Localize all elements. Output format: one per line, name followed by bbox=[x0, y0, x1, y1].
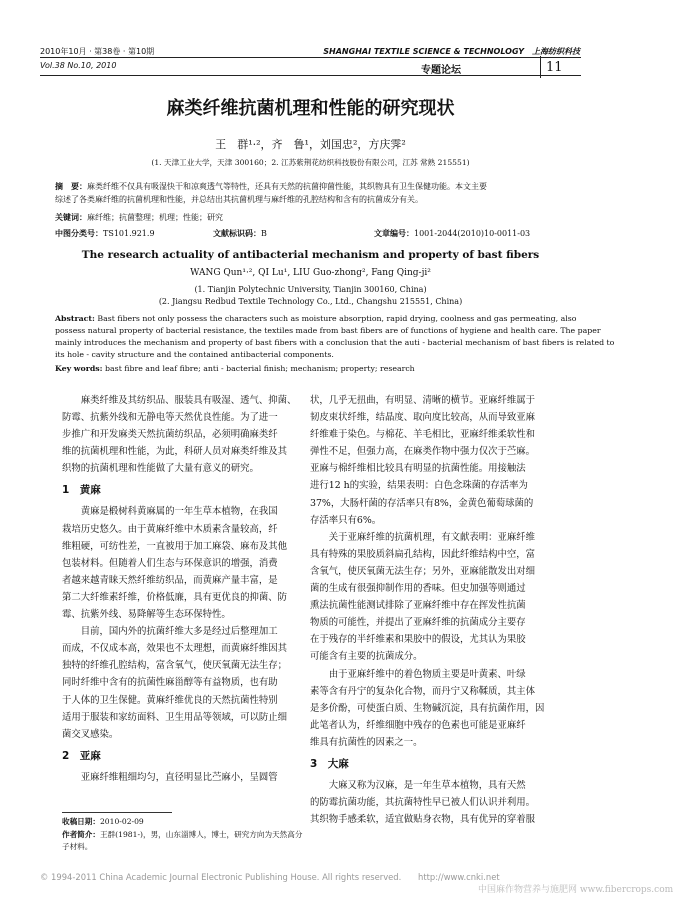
text-line: 于人体的卫生保健。黄麻纤维优良的天然抗菌性特别 bbox=[62, 694, 278, 706]
text-line: 此笔者认为，纤维细胞中残存的色素也可能是亚麻纤 bbox=[310, 719, 526, 731]
flax-paragraph-3 bbox=[310, 666, 560, 751]
keywords-en bbox=[55, 363, 415, 375]
text-line: 防霉、抗紫外线和无静电等天然优良性能。为了进一 bbox=[62, 412, 278, 424]
clc-label: 中图分类号： bbox=[55, 228, 103, 238]
authors-en: WANG Qun¹·², QI Lu¹, LIU Guo-zhong², Fang Qing-ji² bbox=[190, 268, 431, 278]
text-line: 霉、抗紫外线、易降解等生态环保特性。 bbox=[62, 609, 231, 621]
abstract-cn-line: 综述了各类麻纤维的抗菌机理和性能，并总结出其抗菌机理与麻纤维的孔腔结构和含有的抗菌成分有关。 bbox=[55, 195, 423, 204]
right-column bbox=[310, 392, 560, 828]
section-heading-hemp: 3 大麻 bbox=[310, 757, 349, 770]
text-line: 素等含有丹宁的复杂化合物，而丹宁又称鞣质，其主体 bbox=[310, 685, 536, 697]
clc-value: TS101.921.9 bbox=[103, 229, 155, 238]
copyright-footer: © 1994-2011 China Academic Journal Electronic Publishing House. All rights reserved. http://www.cnki.net bbox=[40, 872, 500, 882]
footnote-received bbox=[62, 816, 144, 827]
header-rule-top bbox=[40, 57, 581, 58]
doc-value: B bbox=[261, 229, 267, 238]
text-line: 其织物手感柔软，适宜做贴身衣物，具有优异的穿着服 bbox=[310, 814, 536, 826]
footnote-rule bbox=[62, 812, 172, 813]
affiliation-en-1: (1. Tianjin Polytechnic University, Tianjin 300160, China) bbox=[194, 285, 427, 294]
flax-paragraph-cont bbox=[310, 392, 560, 529]
text-line: 亚麻纤维粗细均匀，直径明显比苎麻小，呈圆管 bbox=[80, 771, 278, 783]
header-section: 专题论坛 bbox=[421, 65, 461, 76]
text-line: 亚麻与棉纤维相比较具有明显的抗菌性能。用接触法 bbox=[310, 463, 526, 475]
text-line: 适用于服装和家纺面料、卫生用品等领域，可以防止细 bbox=[62, 711, 288, 723]
text-line: 麻类纤维及其纺织品、服装具有吸湿、透气、抑菌、 bbox=[80, 395, 297, 406]
abstract-cn-line: 麻类纤维不仅具有吸湿快干和凉爽透气等特性，还具有天然的抗菌抑菌性能，其织物具有卫生保健功能。本文主要 bbox=[87, 182, 487, 191]
article-number bbox=[374, 227, 530, 240]
page-number: 11 bbox=[546, 60, 563, 75]
abstract-en-line: its hole - cavity structure and the contained antibacterial components. bbox=[55, 350, 334, 359]
title-en: The research actuality of antibacterial mechanism and property of bast fibers bbox=[81, 249, 540, 261]
footnote-author-cont: 子材料。 bbox=[62, 842, 93, 851]
header-issue-cn: 2010年10月 · 第38卷 · 第10期 bbox=[40, 47, 155, 56]
text-line: 者越来越青睐天然纤维纺织品，而黄麻产量丰富，是 bbox=[62, 574, 278, 586]
abstract-en-line: possess natural property of bacterial resistance, the textiles made from bast fibers are of functions of hygiene and health care. The paper bbox=[55, 326, 601, 335]
abstract-en-line: mainly introduces the mechanism and property of bast fibers with a conclusion that the auti - bacterial mechanism of bast fibers is related to bbox=[55, 338, 615, 347]
text-line: 独特的纤维孔腔结构，富含氧气，使厌氧菌无法生存； bbox=[62, 660, 288, 672]
received-date: 2010-02-09 bbox=[99, 817, 144, 826]
abstract-en-label: Abstract: bbox=[55, 314, 95, 323]
section-heading-flax: 2 亚麻 bbox=[62, 749, 101, 762]
abstract-en bbox=[55, 313, 576, 325]
author-label: 作者简介： bbox=[62, 830, 100, 839]
text-line: 进行12 h的实验，结果表明：白色念珠菌的存活率为 bbox=[310, 480, 528, 492]
header-rule-bottom bbox=[40, 75, 581, 76]
text-line: 第二大纤维素纤维，价格低廉，具有更优良的抑菌、防 bbox=[62, 591, 288, 603]
text-line: 物质的可能性，并提出了亚麻纤维的抗菌成分主要存 bbox=[310, 617, 526, 629]
text-line: 栽培历史悠久。由于黄麻纤维中木质素含量较高，纤 bbox=[62, 523, 278, 535]
jute-paragraph-1 bbox=[62, 503, 304, 623]
text-line: 存活率只有6%。 bbox=[310, 514, 382, 526]
header-issue-en: Vol.38 No.10, 2010 bbox=[40, 61, 117, 70]
keywords-cn-label: 关键词： bbox=[55, 212, 87, 222]
abstract-en-line: Bast fibers not only possess the characters such as moisture absorption, rapid drying, coolness and gas permeating, also bbox=[97, 314, 577, 323]
text-line: 状，几乎无扭曲，有明显、清晰的横节。亚麻纤维属于 bbox=[310, 395, 536, 406]
article-label: 文章编号： bbox=[374, 228, 414, 238]
hemp-paragraph-1 bbox=[310, 777, 560, 828]
keywords-en-text: bast fibre and leaf fibre; anti - bacterial finish; mechanism; property; research bbox=[105, 364, 415, 373]
author-bio: 王群(1981-)，男，山东淄博人，博士，研究方向为天然高分 bbox=[99, 830, 303, 839]
doc-label: 文献标识码： bbox=[213, 228, 261, 238]
text-line: 纤维难于染色。与棉花、羊毛相比，亚麻纤维柔软性和 bbox=[310, 429, 536, 441]
affiliation-en-2: (2. Jiangsu Redbud Textile Technology Co., Ltd., Changshu 215551, China) bbox=[158, 297, 463, 306]
header-journal-name: SHANGHAI TEXTILE SCIENCE & TECHNOLOGY 上海纺织科技 bbox=[323, 47, 580, 56]
text-line: 黄麻是椴树科黄麻属的一年生草本植物，在我国 bbox=[80, 506, 278, 518]
text-line: 维的抗菌机理和性能，为此，科研人员对麻类纤维及其 bbox=[62, 446, 288, 458]
received-label: 收稿日期： bbox=[62, 817, 100, 826]
keywords-cn-text: 麻纤维；抗菌整理；机理；性能；研究 bbox=[87, 213, 223, 222]
text-line: 菌交叉感染。 bbox=[62, 728, 119, 740]
text-line: 韧皮束状纤维，结晶度、取向度比较高，从而导致亚麻 bbox=[310, 412, 536, 424]
flax-paragraph-1 bbox=[62, 769, 304, 786]
text-line: 关于亚麻纤维的抗菌机理，有文献表明：亚麻纤维 bbox=[328, 531, 536, 543]
flax-paragraph-2 bbox=[310, 529, 560, 666]
keywords-en-label: Key words: bbox=[55, 364, 103, 373]
document-code bbox=[213, 227, 267, 240]
text-line: 维粗硬，可纺性差，一直被用于加工麻袋、麻布及其他 bbox=[62, 540, 288, 552]
text-line: 大麻又称为汉麻，是一年生草本植物，具有天然 bbox=[328, 779, 526, 791]
article-value: 1001-2044(2010)10-0011-03 bbox=[414, 229, 531, 238]
text-line: 织物的抗菌机理和性能做了大量有意义的研究。 bbox=[62, 463, 259, 475]
authors-cn: 王 群¹·²，齐 鲁¹，刘国忠²，方庆霁² bbox=[215, 138, 406, 151]
text-line: 弹性不足，但强力高，在麻类作物中强力仅次于苎麻。 bbox=[310, 446, 536, 458]
text-line: 含氧气，使厌氧菌无法生存；另外，亚麻能散发出对细 bbox=[310, 565, 536, 577]
title-cn: 麻类纤维抗菌机理和性能的研究现状 bbox=[166, 98, 455, 119]
text-line: 维具有抗菌性的因素之一。 bbox=[310, 736, 423, 748]
website-watermark: 中国麻作物营养与施肥网 www.fibercrops.com bbox=[478, 885, 673, 895]
left-column bbox=[62, 392, 304, 786]
text-line: 步推广和开发麻类天然抗菌纺织品，必须明确麻类纤 bbox=[62, 429, 278, 441]
keywords-cn bbox=[55, 211, 223, 224]
jute-paragraph-2 bbox=[62, 623, 304, 743]
intro-paragraph bbox=[62, 392, 304, 477]
abstract-cn bbox=[55, 180, 487, 193]
text-line: 包装材料。但随着人们生态与环保意识的增强，消费 bbox=[62, 557, 278, 569]
clc-number bbox=[55, 227, 155, 240]
footnote-author bbox=[62, 829, 302, 840]
affiliation-cn: (1. 天津工业大学，天津 300160；2. 江苏紫荆花纺织科技股份有限公司，江苏 常熟 215551) bbox=[151, 158, 470, 167]
text-line: 的防霉抗菌功能，其抗菌特性早已被人们认识并利用。 bbox=[310, 797, 536, 809]
section-heading-jute: 1 黄麻 bbox=[62, 484, 101, 497]
text-line: 具有特殊的果胶质斜扁孔结构，因此纤维结构中空，富 bbox=[310, 548, 536, 560]
text-line: 同时纤维中含有的抗菌性麻甾醇等有益物质，也有助 bbox=[62, 677, 278, 689]
text-line: 而成，不仅成本高，效果也不太理想，而黄麻纤维因其 bbox=[62, 643, 288, 655]
text-line: 在于残存的半纤维素和果胶中的假设，尤其认为果胶 bbox=[310, 634, 526, 646]
text-line: 菌的生成有很强抑制作用的香味。但史加强等则通过 bbox=[310, 583, 526, 595]
abstract-cn-label: 摘 要： bbox=[55, 181, 87, 191]
text-line: 37%，大肠杆菌的存活率只有8%，金黄色葡萄球菌的 bbox=[310, 497, 534, 509]
text-line: 熏法抗菌性能测试排除了亚麻纤维中存在挥发性抗菌 bbox=[310, 600, 526, 612]
text-line: 目前，国内外的抗菌纤维大多是经过后整理加工 bbox=[80, 626, 278, 638]
text-line: 由于亚麻纤维中的着色物质主要是叶黄素、叶绿 bbox=[328, 668, 526, 680]
text-line: 是多价酚，可使蛋白质、生物碱沉淀，具有抗菌作用，因 bbox=[310, 702, 545, 714]
text-line: 可能含有主要的抗菌成分。 bbox=[310, 651, 423, 663]
